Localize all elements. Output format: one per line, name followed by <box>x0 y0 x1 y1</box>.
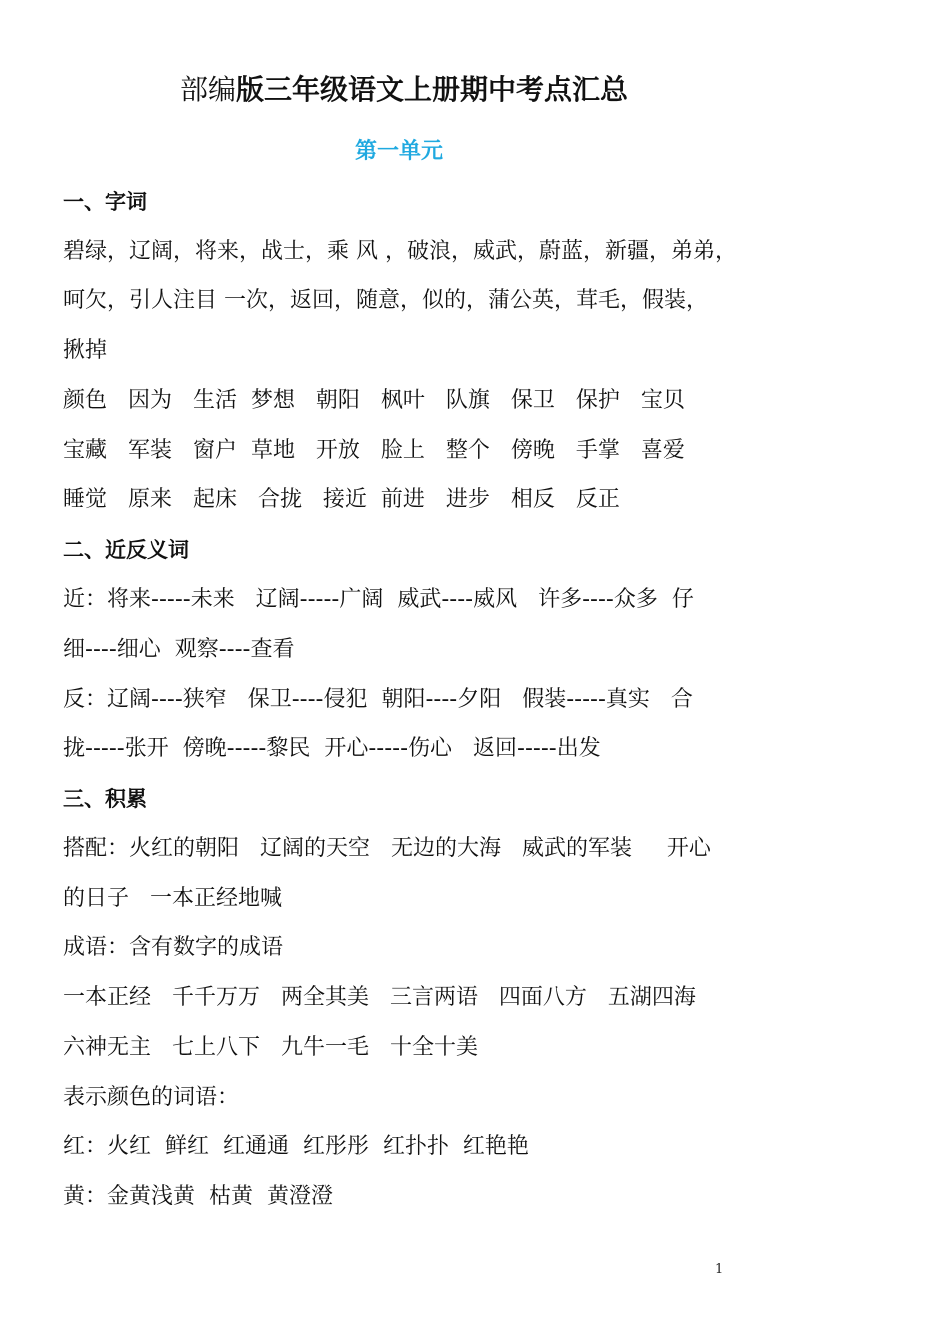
text-line: 呵欠，引人注目 一次，返回，随意，似的，蒲公英，茸毛，假装， <box>63 288 708 313</box>
text-line: 细----细心 观察----查看 <box>63 637 295 662</box>
text-line: 碧绿，辽阔，将来，战士，乘 风 ，破浪，威武，蔚蓝，新疆，弟弟， <box>63 239 737 264</box>
text-line: 反：辽阔----狭窄 保卫----侵犯 朝阳----夕阳 假装-----真实 合 <box>63 687 693 712</box>
text-line: 睡觉 原来 起床 合拢 接近 前进 进步 相反 反正 <box>63 487 620 512</box>
unit-heading: 第一单元 <box>354 139 443 164</box>
section-heading-words: 一、字词 <box>63 190 147 214</box>
text-line: 揪掉 <box>63 338 108 363</box>
text-line: 颜色 因为 生活 梦想 朝阳 枫叶 队旗 保卫 保护 宝贝 <box>63 388 685 413</box>
text-line: 表示颜色的词语： <box>63 1085 240 1110</box>
page-number: 1 <box>715 1262 724 1277</box>
title-main: 版三年级语文上册期中考点汇总 <box>236 73 629 106</box>
section-heading-synonyms: 二、近反义词 <box>63 538 189 562</box>
text-line: 黄：金黄浅黄 枯黄 黄澄澄 <box>63 1184 333 1209</box>
title-prefix: 部编 <box>180 73 237 106</box>
text-line: 的日子 一本正经地喊 <box>63 886 282 911</box>
document-title <box>180 70 628 110</box>
section-heading-accumulation: 三、积累 <box>63 787 147 811</box>
text-line: 宝藏 军装 窗户 草地 开放 脸上 整个 傍晚 手掌 喜爱 <box>63 438 685 463</box>
text-line: 近：将来-----未来 辽阔-----广阔 威武----威风 许多----众多 仔 <box>63 587 694 612</box>
text-line: 搭配：火红的朝阳 辽阔的天空 无边的大海 威武的军装 开心 <box>63 836 711 861</box>
text-line: 成语：含有数字的成语 <box>63 935 284 960</box>
text-line: 红：火红 鲜红 红通通 红彤彤 红扑扑 红艳艳 <box>63 1134 529 1159</box>
text-line: 拢-----张开 傍晚-----黎民 开心-----伤心 返回-----出发 <box>63 736 601 761</box>
text-line: 一本正经 千千万万 两全其美 三言两语 四面八方 五湖四海 <box>63 985 696 1010</box>
text-line: 六神无主 七上八下 九牛一毛 十全十美 <box>63 1035 478 1060</box>
